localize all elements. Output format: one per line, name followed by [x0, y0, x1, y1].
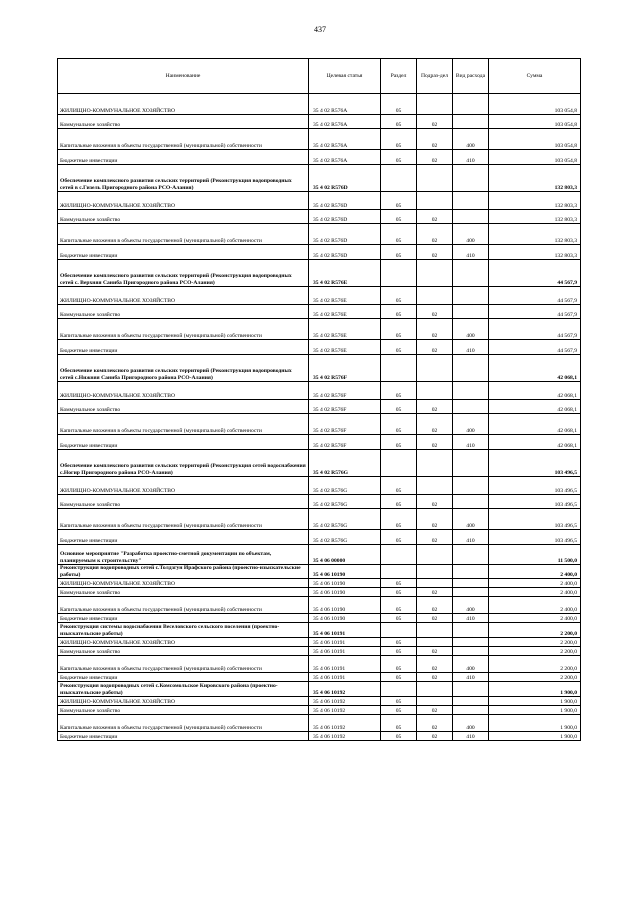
cell-subsection — [417, 165, 453, 192]
cell-sum: 2 400,0 — [489, 588, 581, 597]
cell-code: 35 4 02 R576G — [309, 450, 381, 477]
cell-subsection: 02 — [417, 706, 453, 715]
cell-name: Коммунальное хозяйство — [58, 400, 309, 414]
cell-section: 05 — [381, 732, 417, 741]
cell-section: 05 — [381, 150, 417, 165]
cell-section: 05 — [381, 715, 417, 732]
cell-kind — [453, 210, 489, 224]
cell-code: 35 4 06 10192 — [309, 715, 381, 732]
cell-sum: 2 200,0 — [489, 656, 581, 673]
cell-code: 35 4 06 10191 — [309, 647, 381, 656]
cell-name: Обеспечение комплексного развития сельских территорий (Реконструкция водопроводных сетей с.Нижняя Саниба Пригородного района РСО-Алания) — [58, 355, 309, 382]
table-row — [58, 623, 581, 638]
cell-sum: 2 400,0 — [489, 565, 581, 579]
table-row — [58, 588, 581, 597]
cell-code: 35 4 06 10192 — [309, 682, 381, 697]
cell-name: Капитальные вложения в объекты государственной (муниципальной) собственности — [58, 509, 309, 530]
cell-kind — [453, 400, 489, 414]
table-row — [58, 355, 581, 382]
cell-subsection: 02 — [417, 129, 453, 150]
cell-sum: 1 900,0 — [489, 732, 581, 741]
cell-code: 35 4 06 10192 — [309, 706, 381, 715]
cell-section: 05 — [381, 588, 417, 597]
cell-section: 05 — [381, 673, 417, 682]
cell-name: Бюджетные инвестиции — [58, 150, 309, 165]
table-row — [58, 647, 581, 656]
cell-section: 05 — [381, 706, 417, 715]
cell-name: Основное мероприятие "Разработка проектно-сметной документации по объектам, планируемым к строительству" — [58, 545, 309, 565]
cell-subsection: 02 — [417, 210, 453, 224]
cell-name: Коммунальное хозяйство — [58, 495, 309, 509]
cell-kind: 410 — [453, 150, 489, 165]
cell-kind: 400 — [453, 129, 489, 150]
cell-code: 35 4 06 10191 — [309, 638, 381, 647]
cell-kind — [453, 682, 489, 697]
cell-code: 35 4 02 R576E — [309, 305, 381, 319]
cell-subsection — [417, 287, 453, 305]
cell-subsection: 02 — [417, 305, 453, 319]
cell-kind — [453, 382, 489, 400]
cell-sum: 11 500,0 — [489, 545, 581, 565]
cell-sum: 132 803,3 — [489, 192, 581, 210]
cell-section: 05 — [381, 245, 417, 260]
cell-code: 35 4 02 R576A — [309, 129, 381, 150]
cell-section: 05 — [381, 597, 417, 614]
table-row — [58, 287, 581, 305]
cell-subsection: 02 — [417, 509, 453, 530]
cell-subsection — [417, 565, 453, 579]
cell-section: 05 — [381, 477, 417, 495]
table-row — [58, 673, 581, 682]
cell-section: 05 — [381, 192, 417, 210]
cell-subsection — [417, 192, 453, 210]
table-row — [58, 614, 581, 623]
cell-name: Бюджетные инвестиции — [58, 614, 309, 623]
cell-sum: 132 803,3 — [489, 245, 581, 260]
cell-name: Бюджетные инвестиции — [58, 732, 309, 741]
table-row — [58, 706, 581, 715]
cell-name: Бюджетные инвестиции — [58, 435, 309, 450]
cell-subsection — [417, 260, 453, 287]
cell-code: 35 4 02 R576D — [309, 245, 381, 260]
cell-sum: 44 567,9 — [489, 260, 581, 287]
cell-name: ЖИЛИЩНО-КОММУНАЛЬНОЕ ХОЗЯЙСТВО — [58, 579, 309, 588]
table-row — [58, 530, 581, 545]
cell-code: 35 4 02 R576D — [309, 210, 381, 224]
cell-kind: 410 — [453, 614, 489, 623]
cell-name: ЖИЛИЩНО-КОММУНАЛЬНОЕ ХОЗЯЙСТВО — [58, 94, 309, 115]
cell-kind: 400 — [453, 509, 489, 530]
cell-code: 35 4 02 R576F — [309, 355, 381, 382]
cell-name: Капитальные вложения в объекты государственной (муниципальной) собственности — [58, 656, 309, 673]
cell-code: 35 4 02 R576E — [309, 287, 381, 305]
cell-subsection — [417, 638, 453, 647]
cell-subsection: 02 — [417, 400, 453, 414]
table-row — [58, 340, 581, 355]
cell-name: Коммунальное хозяйство — [58, 305, 309, 319]
cell-kind: 400 — [453, 414, 489, 435]
cell-name: ЖИЛИЩНО-КОММУНАЛЬНОЕ ХОЗЯЙСТВО — [58, 382, 309, 400]
cell-section: 05 — [381, 495, 417, 509]
cell-section: 05 — [381, 129, 417, 150]
cell-name: ЖИЛИЩНО-КОММУНАЛЬНОЕ ХОЗЯЙСТВО — [58, 192, 309, 210]
cell-subsection: 02 — [417, 340, 453, 355]
cell-name: Капитальные вложения в объекты государственной (муниципальной) собственности — [58, 715, 309, 732]
cell-name: Бюджетные инвестиции — [58, 673, 309, 682]
cell-sum: 42 068,1 — [489, 400, 581, 414]
cell-name: Бюджетные инвестиции — [58, 530, 309, 545]
cell-kind: 410 — [453, 435, 489, 450]
cell-code: 35 4 06 10190 — [309, 597, 381, 614]
cell-code: 35 4 06 10190 — [309, 565, 381, 579]
cell-sum: 42 068,1 — [489, 382, 581, 400]
cell-code: 35 4 02 R576F — [309, 414, 381, 435]
cell-name: Коммунальное хозяйство — [58, 706, 309, 715]
table-row — [58, 597, 581, 614]
cell-section — [381, 565, 417, 579]
cell-kind — [453, 287, 489, 305]
table-row — [58, 656, 581, 673]
cell-kind: 400 — [453, 597, 489, 614]
cell-code: 35 4 02 R576E — [309, 319, 381, 340]
cell-sum: 103 496,5 — [489, 450, 581, 477]
cell-sum: 2 200,0 — [489, 647, 581, 656]
cell-subsection — [417, 579, 453, 588]
cell-section: 05 — [381, 340, 417, 355]
cell-section: 05 — [381, 319, 417, 340]
table-row — [58, 579, 581, 588]
cell-subsection: 02 — [417, 656, 453, 673]
table-row — [58, 382, 581, 400]
table-row — [58, 715, 581, 732]
cell-section: 05 — [381, 638, 417, 647]
cell-sum: 2 400,0 — [489, 579, 581, 588]
table-row — [58, 477, 581, 495]
cell-subsection — [417, 355, 453, 382]
cell-kind: 400 — [453, 656, 489, 673]
cell-kind: 410 — [453, 732, 489, 741]
cell-code: 35 4 06 10191 — [309, 673, 381, 682]
cell-sum: 103 054,8 — [489, 115, 581, 129]
cell-code: 35 4 06 10191 — [309, 656, 381, 673]
cell-section: 05 — [381, 210, 417, 224]
cell-name: Коммунальное хозяйство — [58, 647, 309, 656]
cell-code: 35 4 02 R576D — [309, 224, 381, 245]
cell-sum: 1 900,0 — [489, 706, 581, 715]
cell-section: 05 — [381, 697, 417, 706]
table-row — [58, 150, 581, 165]
cell-kind — [453, 579, 489, 588]
cell-code: 35 4 06 10191 — [309, 623, 381, 638]
cell-kind — [453, 638, 489, 647]
cell-section: 05 — [381, 115, 417, 129]
cell-kind — [453, 192, 489, 210]
cell-subsection: 02 — [417, 495, 453, 509]
table-body — [58, 94, 581, 741]
cell-section: 05 — [381, 435, 417, 450]
cell-code: 35 4 06 10190 — [309, 588, 381, 597]
cell-name: Капитальные вложения в объекты государственной (муниципальной) собственности — [58, 597, 309, 614]
cell-name: ЖИЛИЩНО-КОММУНАЛЬНОЕ ХОЗЯЙСТВО — [58, 287, 309, 305]
cell-subsection — [417, 682, 453, 697]
cell-section: 05 — [381, 414, 417, 435]
table-row — [58, 115, 581, 129]
cell-code: 35 4 02 R576E — [309, 340, 381, 355]
cell-sum: 42 068,1 — [489, 355, 581, 382]
table-row — [58, 682, 581, 697]
cell-subsection: 02 — [417, 435, 453, 450]
cell-section — [381, 623, 417, 638]
header-code: Целевая статья — [309, 59, 381, 94]
table-row — [58, 224, 581, 245]
cell-name: Коммунальное хозяйство — [58, 588, 309, 597]
cell-subsection: 02 — [417, 414, 453, 435]
cell-name: ЖИЛИЩНО-КОММУНАЛЬНОЕ ХОЗЯЙСТВО — [58, 638, 309, 647]
cell-sum: 103 054,8 — [489, 129, 581, 150]
cell-subsection: 02 — [417, 530, 453, 545]
cell-section: 05 — [381, 509, 417, 530]
cell-sum: 132 803,3 — [489, 165, 581, 192]
cell-kind: 410 — [453, 245, 489, 260]
cell-section: 05 — [381, 287, 417, 305]
cell-sum: 103 496,5 — [489, 509, 581, 530]
cell-section: 05 — [381, 224, 417, 245]
cell-kind — [453, 355, 489, 382]
table-row — [58, 319, 581, 340]
cell-subsection — [417, 94, 453, 115]
cell-kind — [453, 545, 489, 565]
cell-kind: 400 — [453, 224, 489, 245]
cell-subsection: 02 — [417, 732, 453, 741]
cell-subsection: 02 — [417, 224, 453, 245]
cell-sum: 103 496,5 — [489, 477, 581, 495]
cell-subsection — [417, 545, 453, 565]
table-row — [58, 400, 581, 414]
cell-kind — [453, 450, 489, 477]
cell-sum: 132 803,3 — [489, 224, 581, 245]
cell-subsection: 02 — [417, 115, 453, 129]
cell-subsection: 02 — [417, 647, 453, 656]
cell-kind — [453, 260, 489, 287]
table-row — [58, 495, 581, 509]
cell-name: Бюджетные инвестиции — [58, 340, 309, 355]
cell-sum: 2 200,0 — [489, 673, 581, 682]
cell-subsection: 02 — [417, 715, 453, 732]
cell-sum: 2 400,0 — [489, 597, 581, 614]
cell-sum: 44 567,9 — [489, 340, 581, 355]
cell-section — [381, 682, 417, 697]
cell-name: Капитальные вложения в объекты государственной (муниципальной) собственности — [58, 129, 309, 150]
cell-sum: 1 900,0 — [489, 682, 581, 697]
cell-section: 05 — [381, 579, 417, 588]
table-row — [58, 192, 581, 210]
page-number: 437 — [314, 25, 326, 34]
cell-sum: 132 803,3 — [489, 210, 581, 224]
cell-name: Реконструкция системы водоснабжения Веселовского сельского поселения (проектно-изыскательские работы) — [58, 623, 309, 638]
cell-name: Реконструкция водопроводных сетей с.Толдзгун Ирафского района (проектно-изыскательские работы) — [58, 565, 309, 579]
cell-name: Коммунальное хозяйство — [58, 210, 309, 224]
cell-name: Обеспечение комплексного развития сельских территорий (Реконструкция сетей водоснабжения с.Ногир Пригородного района РСО-Алания) — [58, 450, 309, 477]
cell-code: 35 4 02 R576A — [309, 115, 381, 129]
cell-kind — [453, 305, 489, 319]
cell-section — [381, 450, 417, 477]
cell-kind — [453, 495, 489, 509]
table-row — [58, 414, 581, 435]
cell-section: 05 — [381, 305, 417, 319]
cell-subsection: 02 — [417, 673, 453, 682]
table-row — [58, 638, 581, 647]
cell-section: 05 — [381, 614, 417, 623]
cell-code: 35 4 02 R576D — [309, 165, 381, 192]
header-kind: Вид расхода — [453, 59, 489, 94]
cell-code: 35 4 06 10190 — [309, 614, 381, 623]
cell-sum: 2 200,0 — [489, 623, 581, 638]
cell-kind — [453, 477, 489, 495]
cell-name: Реконструкция водопроводных сетей с.Комсомольское Кировского района (проектно-изыскательские работы) — [58, 682, 309, 697]
cell-subsection: 02 — [417, 588, 453, 597]
cell-sum: 1 900,0 — [489, 715, 581, 732]
cell-sum: 103 054,8 — [489, 94, 581, 115]
cell-name: Капитальные вложения в объекты государственной (муниципальной) собственности — [58, 319, 309, 340]
table-header-row — [58, 59, 581, 94]
table-row — [58, 450, 581, 477]
cell-code: 35 4 06 10192 — [309, 732, 381, 741]
cell-sum: 42 068,1 — [489, 435, 581, 450]
cell-name: Капитальные вложения в объекты государственной (муниципальной) собственности — [58, 224, 309, 245]
cell-code: 35 4 02 R576A — [309, 94, 381, 115]
cell-kind — [453, 94, 489, 115]
cell-code: 35 4 02 R576G — [309, 530, 381, 545]
cell-subsection: 02 — [417, 319, 453, 340]
header-section: Раздел — [381, 59, 417, 94]
cell-sum: 103 496,5 — [489, 530, 581, 545]
cell-sum: 1 900,0 — [489, 697, 581, 706]
cell-name: Капитальные вложения в объекты государственной (муниципальной) собственности — [58, 414, 309, 435]
cell-subsection — [417, 623, 453, 638]
cell-name: Обеспечение комплексного развития сельских территорий (Реконструкция водопроводных сетей в с.Гизель Пригородного района РСО-Алания) — [58, 165, 309, 192]
cell-subsection — [417, 382, 453, 400]
cell-kind: 410 — [453, 673, 489, 682]
cell-sum: 103 054,8 — [489, 150, 581, 165]
cell-kind — [453, 623, 489, 638]
cell-section: 05 — [381, 530, 417, 545]
table-row — [58, 260, 581, 287]
table-row — [58, 245, 581, 260]
cell-code: 35 4 02 R576F — [309, 382, 381, 400]
cell-section: 05 — [381, 400, 417, 414]
table-row — [58, 509, 581, 530]
table-row — [58, 545, 581, 565]
cell-sum: 2 400,0 — [489, 614, 581, 623]
cell-sum: 2 200,0 — [489, 638, 581, 647]
cell-subsection: 02 — [417, 150, 453, 165]
cell-sum: 44 567,9 — [489, 319, 581, 340]
table-row — [58, 565, 581, 579]
cell-code: 35 4 02 R576E — [309, 260, 381, 287]
cell-section: 05 — [381, 94, 417, 115]
cell-kind — [453, 115, 489, 129]
cell-name: ЖИЛИЩНО-КОММУНАЛЬНОЕ ХОЗЯЙСТВО — [58, 697, 309, 706]
header-subsection: Подраз-дел — [417, 59, 453, 94]
cell-name: Бюджетные инвестиции — [58, 245, 309, 260]
cell-section: 05 — [381, 382, 417, 400]
cell-kind: 410 — [453, 530, 489, 545]
cell-section — [381, 545, 417, 565]
cell-code: 35 4 02 R576G — [309, 509, 381, 530]
table-row — [58, 732, 581, 741]
table-row — [58, 210, 581, 224]
cell-subsection: 02 — [417, 597, 453, 614]
cell-subsection: 02 — [417, 614, 453, 623]
cell-code: 35 4 02 R576G — [309, 495, 381, 509]
table-row — [58, 305, 581, 319]
budget-table — [57, 58, 581, 741]
cell-kind — [453, 588, 489, 597]
cell-code: 35 4 06 10190 — [309, 579, 381, 588]
cell-kind: 410 — [453, 340, 489, 355]
cell-code: 35 4 02 R576D — [309, 192, 381, 210]
cell-kind — [453, 565, 489, 579]
cell-code: 35 4 02 R576G — [309, 477, 381, 495]
cell-kind — [453, 706, 489, 715]
cell-sum: 44 567,9 — [489, 305, 581, 319]
cell-section — [381, 260, 417, 287]
header-sum: Сумма — [489, 59, 581, 94]
table-row — [58, 697, 581, 706]
cell-code: 35 4 02 R576F — [309, 435, 381, 450]
cell-sum: 44 567,9 — [489, 287, 581, 305]
cell-kind — [453, 697, 489, 706]
cell-section: 05 — [381, 647, 417, 656]
cell-section — [381, 355, 417, 382]
table-row — [58, 435, 581, 450]
cell-code: 35 4 02 R576F — [309, 400, 381, 414]
table-row — [58, 129, 581, 150]
cell-name: Коммунальное хозяйство — [58, 115, 309, 129]
cell-sum: 42 068,1 — [489, 414, 581, 435]
cell-code: 35 4 06 00000 — [309, 545, 381, 565]
cell-kind — [453, 165, 489, 192]
header-name: Наименование — [58, 59, 309, 94]
cell-code: 35 4 02 R576A — [309, 150, 381, 165]
cell-section — [381, 165, 417, 192]
cell-subsection: 02 — [417, 245, 453, 260]
cell-sum: 103 496,5 — [489, 495, 581, 509]
cell-subsection — [417, 697, 453, 706]
cell-kind — [453, 647, 489, 656]
cell-name: Обеспечение комплексного развития сельских территорий (Реконструкция водопроводных сетей с. Верхняя Саниба Пригородного района РСО-Алания) — [58, 260, 309, 287]
table-row — [58, 165, 581, 192]
cell-kind: 400 — [453, 715, 489, 732]
cell-section: 05 — [381, 656, 417, 673]
table-row — [58, 94, 581, 115]
cell-subsection — [417, 450, 453, 477]
cell-kind: 400 — [453, 319, 489, 340]
cell-name: ЖИЛИЩНО-КОММУНАЛЬНОЕ ХОЗЯЙСТВО — [58, 477, 309, 495]
cell-code: 35 4 06 10192 — [309, 697, 381, 706]
cell-subsection — [417, 477, 453, 495]
